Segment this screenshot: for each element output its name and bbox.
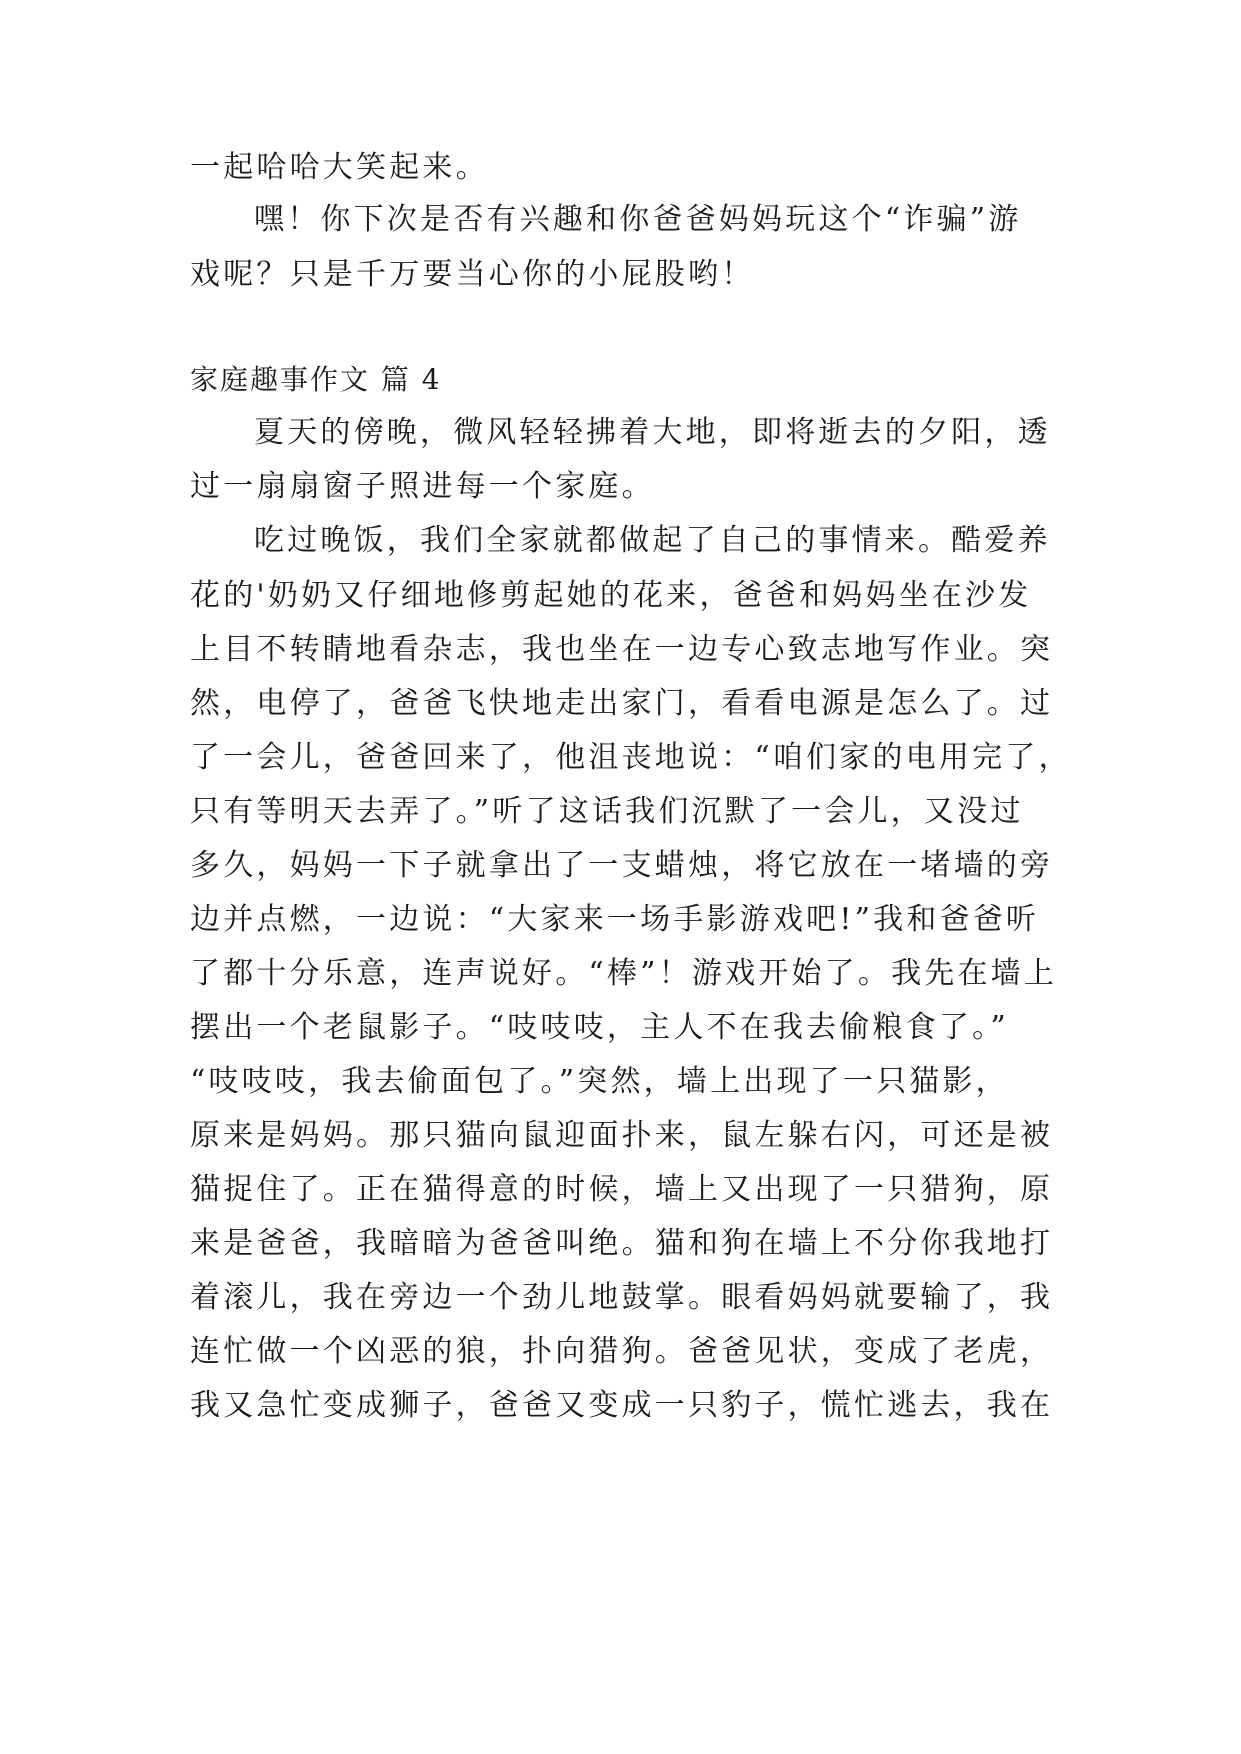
text-line: 了都十分乐意，连声说好。“棒”！游戏开始了。我先在墙上 (190, 956, 1058, 991)
text-line: 只有等明天去弄了。”听了这话我们沉默了一会儿，又没过 (190, 794, 1024, 829)
text-line: 了一会儿，爸爸回来了，他沮丧地说：“咱们家的电用完了， (190, 740, 1072, 775)
text-line: 过一扇扇窗子照进每一个家庭。 (190, 469, 655, 504)
text-line: 我又急忙变成狮子，爸爸又变成一只豹子，慌忙逃去，我在 (190, 1388, 1054, 1423)
text-line: 着滚儿，我在旁边一个劲儿地鼓掌。眼看妈妈就要输了，我 (190, 1280, 1054, 1315)
text-line: 原来是妈妈。那只猫向鼠迎面扑来，鼠左躲右闪，可还是被 (190, 1118, 1054, 1153)
text-line: 多久，妈妈一下子就拿出了一支蜡烛，将它放在一堵墙的旁 (190, 848, 1054, 883)
text-line: 连忙做一个凶恶的狼，扑向猎狗。爸爸见状，变成了老虎， (190, 1334, 1054, 1369)
text-line: 边并点燃，一边说：“大家来一场手影游戏吧!”我和爸爸听 (190, 902, 1040, 937)
text-line: 戏呢？只是千万要当心你的小屁股哟！ (190, 257, 755, 292)
text-line: 嘿！你下次是否有兴趣和你爸爸妈妈玩这个“诈骗”游 (254, 202, 1022, 237)
text-line: 花的'奶奶又仔细地修剪起她的花来，爸爸和妈妈坐在沙发 (190, 578, 1032, 613)
text-line: 夏天的傍晚，微风轻轻拂着大地，即将逝去的夕阳，透 (254, 415, 1051, 450)
text-line: 摆出一个老鼠影子。“吱吱吱，主人不在我去偷粮食了。” (190, 1010, 1009, 1045)
text-line: 来是爸爸，我暗暗为爸爸叫绝。猫和狗在墙上不分你我地打 (190, 1226, 1054, 1261)
text-line: 猫捉住了。正在猫得意的时候，墙上又出现了一只猎狗，原 (190, 1172, 1054, 1207)
text-line: 然，电停了，爸爸飞快地走出家门，看看电源是怎么了。过 (190, 686, 1054, 721)
text-line: 一起哈哈大笑起来。 (190, 150, 489, 185)
text-line: “吱吱吱，我去偷面包了。”突然，墙上出现了一只猫影， (190, 1064, 1009, 1099)
section-title: 家庭趣事作文 篇 4 (190, 363, 442, 396)
text-line: 上目不转睛地看杂志，我也坐在一边专心致志地写作业。突 (190, 632, 1054, 667)
text-line: 吃过晚饭，我们全家就都做起了自己的事情来。酷爱养 (254, 523, 1051, 558)
